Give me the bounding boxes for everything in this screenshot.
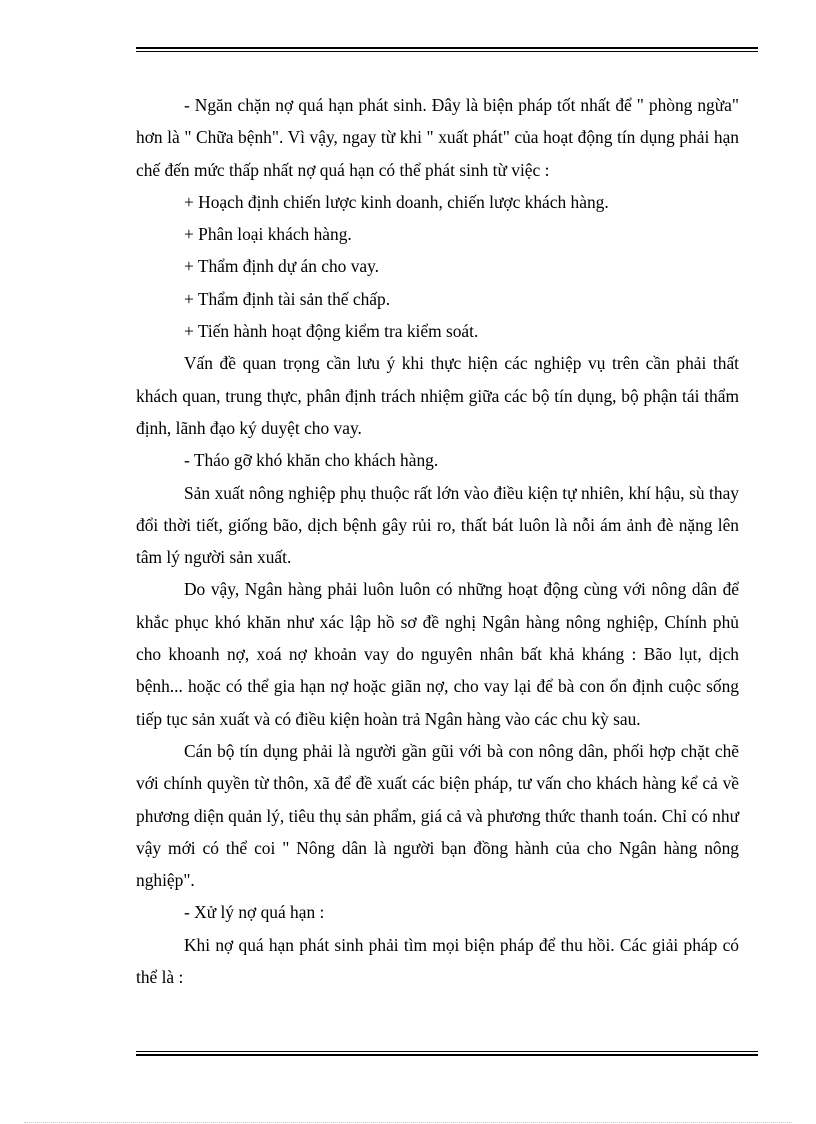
- paragraph-important-issue: Vấn đề quan trọng cần lưu ý khi thực hiện các nghiệp vụ trên cần phải thất khách quan, trung thực, phân định trách nhiệm giữa các bộ tín dụng, bộ phận tái thẩm định, lãnh đạo ký duyệt cho vay.: [136, 353, 739, 438]
- list-item-appraise-projects: + Thẩm định dự án cho vay.: [184, 256, 380, 277]
- body-text: [136, 89, 739, 993]
- header-double-rule: [136, 47, 758, 52]
- paragraph-credit-officer: Cán bộ tín dụng phải là người gần gũi với bà con nông dân, phối hợp chặt chẽ với chính quyền từ thôn, xã để đề xuất các biện pháp, tư vấn cho khách hàng kể cả về phương diện quản lý, tiêu thụ sản phẩm, giá cả và phương thức thanh toán. Chỉ có như vậy mới có thể coi " Nông dân là người bạn đồng hành của cho Ngân hàng nông nghiệp".: [136, 740, 739, 891]
- paragraph-handle-overdue-heading: - Xử lý nợ quá hạn :: [184, 902, 325, 923]
- paragraph-agriculture-risk: Sản xuất nông nghiệp phụ thuộc rất lớn vào điều kiện tự nhiên, khí hậu, sù thay đổi thời tiết, giống bão, dịch bệnh gây rủi ro, thất bát luôn là nỗi ám ảnh đè nặng lên tâm lý người sản xuất.: [136, 482, 739, 568]
- list-item-strategy: + Hoạch định chiến lược kinh doanh, chiến lược khách hàng.: [184, 191, 609, 212]
- paragraph-prevent-overdue: - Ngăn chặn nợ quá hạn phát sinh. Đây là biện pháp tốt nhất để " phòng ngừa" hơn là " Chữa bệnh". Vì vậy, ngay từ khi " xuất phát" của hoạt động tín dụng phải hạn chế đến mức thấp nhất nợ quá hạn có thể phát sinh từ việc :: [136, 95, 739, 180]
- paragraph-resolve-difficulties-heading: - Tháo gỡ khó khăn cho khách hàng.: [184, 450, 439, 471]
- paragraph-recovery-solutions: Khi nợ quá hạn phát sinh phải tìm mọi biện pháp để thu hồi. Các giải pháp có thể là :: [136, 934, 739, 988]
- footer-double-rule: [136, 1051, 758, 1056]
- list-item-inspection: + Tiến hành hoạt động kiểm tra kiểm soát.: [184, 321, 479, 342]
- list-item-classify-customers: + Phân loại khách hàng.: [184, 224, 352, 245]
- list-item-appraise-collateral: + Thẩm định tài sản thế chấp.: [184, 288, 391, 309]
- paragraph-bank-support: Do vậy, Ngân hàng phải luôn luôn có những hoạt động cùng với nông dân để khắc phục khó khăn như xác lập hồ sơ đề nghị Ngân hàng nông nghiệp, Chính phủ cho khoanh nợ, xoá nợ khoản vay do nguyên nhân bất khả kháng : Bão lụt, dịch bệnh... hoặc có thể gia hạn nợ hoặc giãn nợ, cho vay lại để bà con ổn định cuộc sống tiếp tục sản xuất và có điều kiện hoàn trả Ngân hàng vào các chu kỳ sau.: [136, 579, 739, 729]
